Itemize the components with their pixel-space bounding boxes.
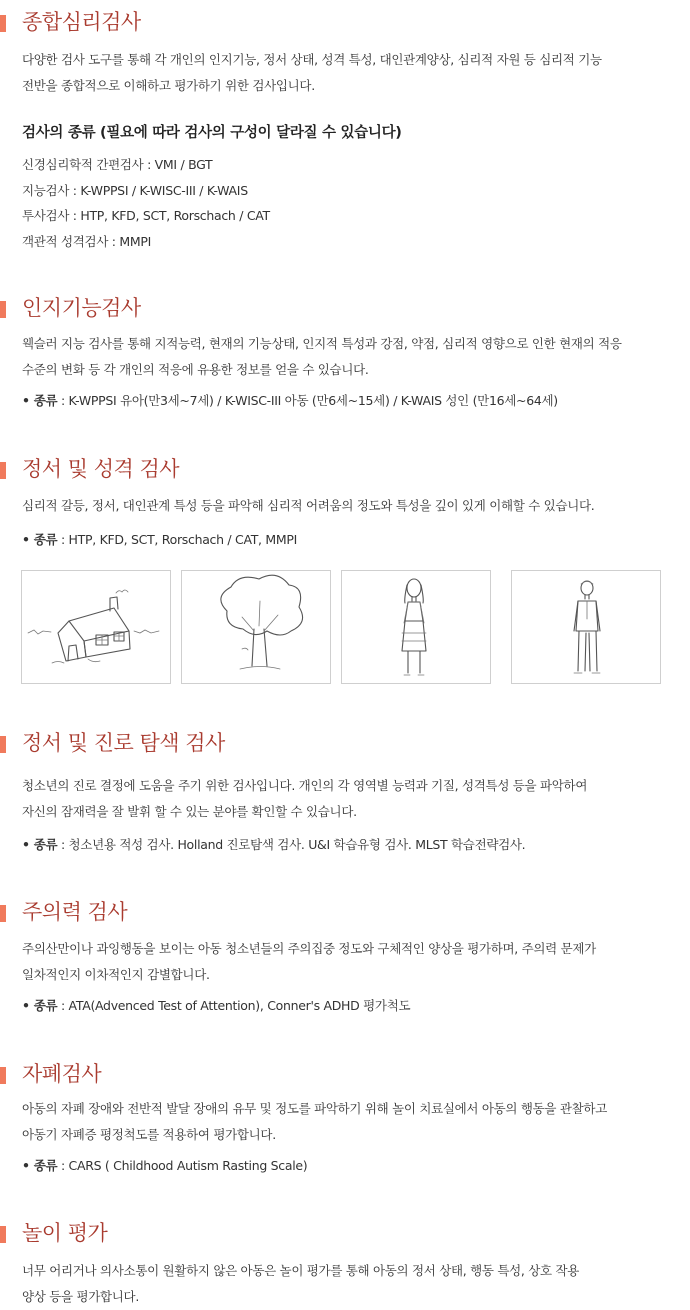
section-career bbox=[0, 727, 690, 759]
section-description: 주의산만이나 과잉행동을 보이는 아동 청소년들의 주의집중 정도와 구체적인 양상을 평가하며, 주의력 문제가 일차적인지 이차적인지 감별합니다. bbox=[22, 941, 596, 982]
types-bullet bbox=[22, 530, 297, 550]
types-heading: 검사의 종류 (필요에 따라 검사의 구성이 달라질 수 있습니다) bbox=[22, 125, 402, 141]
section-play bbox=[0, 1217, 690, 1249]
bullet-text: : 청소년용 적성 검사. Holland 진로탐색 검사. U&I 학습유형 검사. MLST 학습전략검사. bbox=[57, 837, 526, 852]
section-title: 자폐검사 bbox=[22, 1062, 102, 1086]
bullet-text: : HTP, KFD, SCT, Rorschach / CAT, MMPI bbox=[57, 532, 297, 547]
section-title: 인지기능검사 bbox=[22, 296, 141, 320]
bullet-label: • 종류 bbox=[22, 1158, 58, 1173]
section-comprehensive bbox=[0, 6, 690, 38]
heading-accent-bar bbox=[0, 462, 6, 479]
section-heading bbox=[0, 453, 690, 485]
bullet-text: : K-WPPSI 유아(만3세~7세) / K-WISC-III 아동 (만6세~15세) / K-WAIS 성인 (만16세~64세) bbox=[57, 393, 558, 408]
woman-drawing bbox=[341, 570, 491, 684]
section-heading bbox=[0, 1058, 690, 1090]
section-title: 주의력 검사 bbox=[22, 900, 128, 924]
bullet-label: • 종류 bbox=[22, 532, 58, 547]
heading-accent-bar bbox=[0, 301, 6, 318]
section-heading bbox=[0, 292, 690, 324]
section-description: 청소년의 진로 결정에 도움을 주기 위한 검사입니다. 개인의 각 영역별 능력과 기질, 성격특성 등을 파악하여 자신의 잠재력을 잘 발휘 할 수 있는 분야를 확인할 수 있습니다. bbox=[22, 778, 588, 819]
section-autism bbox=[0, 1058, 690, 1090]
section-title: 정서 및 진로 탐색 검사 bbox=[22, 731, 225, 755]
section-heading bbox=[0, 1217, 690, 1249]
types-bullet bbox=[22, 391, 558, 411]
bullet-text: : ATA(Advenced Test of Attention), Conner's ADHD 평가척도 bbox=[57, 998, 411, 1013]
section-title: 놀이 평가 bbox=[22, 1221, 108, 1245]
types-bullet bbox=[22, 1156, 307, 1176]
bullet-label: • 종류 bbox=[22, 837, 58, 852]
section-attention bbox=[0, 896, 690, 928]
section-description: 다양한 검사 도구를 통해 각 개인의 인지기능, 정서 상태, 성격 특성, 대인관계양상, 심리적 자원 등 심리적 기능 전반을 종합적으로 이해하고 평가하기 위한 검사입니다. bbox=[22, 52, 602, 93]
section-title: 정서 및 성격 검사 bbox=[22, 457, 180, 481]
heading-accent-bar bbox=[0, 1226, 6, 1243]
section-description: 너무 어리거나 의사소통이 원활하지 않은 아동은 놀이 평가를 통해 아동의 정서 상태, 행동 특성, 상호 작용 양상 등을 평가합니다. bbox=[22, 1263, 580, 1304]
section-description: 아동의 자폐 장애와 전반적 발달 장애의 유무 및 정도를 파악하기 위해 놀이 치료실에서 아동의 행동을 관찰하고 아동기 자폐증 평정척도를 적용하여 평가합니다. bbox=[22, 1101, 607, 1142]
heading-accent-bar bbox=[0, 1067, 6, 1084]
heading-accent-bar bbox=[0, 15, 6, 32]
section-description: 웩슬러 지능 검사를 통해 지적능력, 현재의 기능상태, 인지적 특성과 강점, 약점, 심리적 영향으로 인한 현재의 적응 수준의 변화 등 각 개인의 적응에 유용한 정보를 얻을 수 있습니다. bbox=[22, 336, 622, 377]
tree-drawing bbox=[181, 570, 331, 684]
section-title: 종합심리검사 bbox=[22, 10, 141, 34]
type-item: 신경심리학적 간편검사 : VMI / BGT bbox=[22, 157, 213, 172]
section-emotion-personality bbox=[0, 453, 690, 485]
section-cognitive bbox=[0, 292, 690, 324]
type-item: 투사검사 : HTP, KFD, SCT, Rorschach / CAT bbox=[22, 208, 270, 223]
man-drawing bbox=[511, 570, 661, 684]
types-list bbox=[22, 152, 672, 254]
bullet-label: • 종류 bbox=[22, 998, 58, 1013]
heading-accent-bar bbox=[0, 905, 6, 922]
house-drawing bbox=[21, 570, 171, 684]
type-item: 지능검사 : K-WPPSI / K-WISC-III / K-WAIS bbox=[22, 182, 248, 198]
section-heading bbox=[0, 727, 690, 759]
section-heading bbox=[0, 896, 690, 928]
types-bullet bbox=[22, 996, 410, 1016]
section-heading bbox=[0, 6, 690, 38]
type-item: 객관적 성격검사 : MMPI bbox=[22, 233, 151, 249]
heading-accent-bar bbox=[0, 736, 6, 753]
bullet-text: : CARS ( Childhood Autism Rasting Scale) bbox=[57, 1158, 308, 1173]
types-bullet bbox=[22, 835, 525, 855]
bullet-label: • 종류 bbox=[22, 393, 58, 408]
section-description: 심리적 갈등, 정서, 대인관계 특성 등을 파악해 심리적 어려움의 정도와 특성을 깊이 있게 이해할 수 있습니다. bbox=[22, 498, 595, 513]
